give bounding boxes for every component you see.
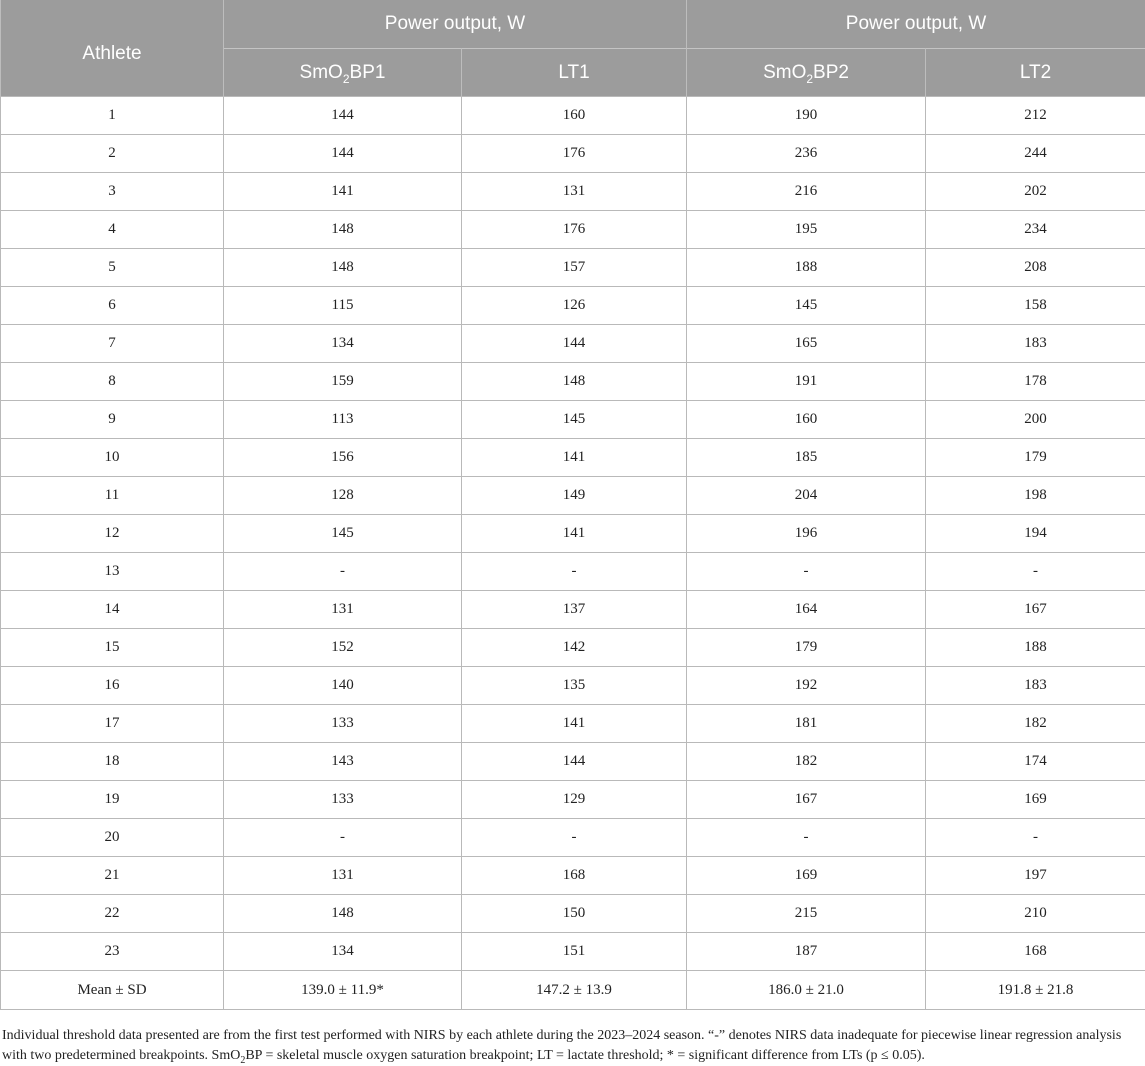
table-row bbox=[1, 477, 1145, 515]
lt1-cell: 141 bbox=[462, 515, 687, 553]
athlete-cell: 1 bbox=[1, 97, 224, 135]
smo2bp2-cell: 204 bbox=[687, 477, 926, 515]
mean-sd-smo2bp2-cell: 186.0 ± 21.0 bbox=[687, 971, 926, 1010]
athlete-cell: 19 bbox=[1, 781, 224, 819]
mean-sd-lt1-cell: 147.2 ± 13.9 bbox=[462, 971, 687, 1010]
smo2bp2-cell: 192 bbox=[687, 667, 926, 705]
athlete-cell: 10 bbox=[1, 439, 224, 477]
smo2bp2-cell: 216 bbox=[687, 173, 926, 211]
smo2bp1-cell: 145 bbox=[224, 515, 462, 553]
athlete-cell: 22 bbox=[1, 895, 224, 933]
table-row bbox=[1, 629, 1145, 667]
smo2bp1-cell: 152 bbox=[224, 629, 462, 667]
smo2bp2-cell: 187 bbox=[687, 933, 926, 971]
lt2-cell: 208 bbox=[926, 249, 1145, 287]
athlete-column-header: Athlete bbox=[1, 0, 224, 97]
athlete-cell: 13 bbox=[1, 553, 224, 591]
smo2bp1-cell: - bbox=[224, 819, 462, 857]
mean-sd-lt2-cell: 191.8 ± 21.8 bbox=[926, 971, 1145, 1010]
lt2-cell: 183 bbox=[926, 325, 1145, 363]
smo2bp2-cell: 167 bbox=[687, 781, 926, 819]
lt1-cell: 145 bbox=[462, 401, 687, 439]
table-row bbox=[1, 287, 1145, 325]
athlete-cell: 4 bbox=[1, 211, 224, 249]
smo2bp2-cell: 182 bbox=[687, 743, 926, 781]
athlete-cell: 7 bbox=[1, 325, 224, 363]
lt1-cell: 141 bbox=[462, 705, 687, 743]
smo2bp1-cell: 133 bbox=[224, 705, 462, 743]
smo2bp2-cell: 185 bbox=[687, 439, 926, 477]
athlete-cell: 21 bbox=[1, 857, 224, 895]
table-row bbox=[1, 439, 1145, 477]
smo2bp1-cell: 148 bbox=[224, 249, 462, 287]
table-row bbox=[1, 135, 1145, 173]
smo2bp1-cell: 159 bbox=[224, 363, 462, 401]
lt2-cell: - bbox=[926, 819, 1145, 857]
lt1-cell: 137 bbox=[462, 591, 687, 629]
smo2bp2-cell: 215 bbox=[687, 895, 926, 933]
lt2-column-header: LT2 bbox=[926, 49, 1145, 97]
smo2bp2-cell: 191 bbox=[687, 363, 926, 401]
smo2bp2-cell: 145 bbox=[687, 287, 926, 325]
table-row bbox=[1, 325, 1145, 363]
lt2-cell: 212 bbox=[926, 97, 1145, 135]
smo2bp2-cell: 181 bbox=[687, 705, 926, 743]
lt1-column-header: LT1 bbox=[462, 49, 687, 97]
table-row bbox=[1, 97, 1145, 135]
lt2-cell: 168 bbox=[926, 933, 1145, 971]
lt1-cell: 131 bbox=[462, 173, 687, 211]
athlete-cell: 14 bbox=[1, 591, 224, 629]
table-row bbox=[1, 401, 1145, 439]
power-output-group-header-2: Power output, W bbox=[687, 0, 1145, 49]
lt2-cell: 179 bbox=[926, 439, 1145, 477]
smo2bp1-column-header: SmO$_2$BP1 bbox=[224, 49, 462, 97]
table-header bbox=[1, 0, 1145, 97]
smo2bp2-cell: 160 bbox=[687, 401, 926, 439]
power-output-group-header-1: Power output, W bbox=[224, 0, 687, 49]
smo2bp1-cell: 113 bbox=[224, 401, 462, 439]
table-row bbox=[1, 211, 1145, 249]
lt1-cell: 144 bbox=[462, 743, 687, 781]
lt1-cell: 144 bbox=[462, 325, 687, 363]
smo2bp2-cell: 169 bbox=[687, 857, 926, 895]
lt1-cell: 151 bbox=[462, 933, 687, 971]
smo2bp1-cell: 131 bbox=[224, 857, 462, 895]
lt2-cell: 234 bbox=[926, 211, 1145, 249]
athlete-cell: 11 bbox=[1, 477, 224, 515]
lt2-cell: 194 bbox=[926, 515, 1145, 553]
smo2bp2-cell: 164 bbox=[687, 591, 926, 629]
smo2bp2-cell: 236 bbox=[687, 135, 926, 173]
athlete-cell: 23 bbox=[1, 933, 224, 971]
smo2bp1-cell: 143 bbox=[224, 743, 462, 781]
lt2-cell: 200 bbox=[926, 401, 1145, 439]
smo2bp1-cell: 148 bbox=[224, 211, 462, 249]
mean-sd-label: Mean ± SD bbox=[1, 971, 224, 1010]
lt1-cell: 176 bbox=[462, 211, 687, 249]
lt2-cell: 158 bbox=[926, 287, 1145, 325]
athlete-cell: 9 bbox=[1, 401, 224, 439]
table-row bbox=[1, 819, 1145, 857]
table-row bbox=[1, 173, 1145, 211]
table-row bbox=[1, 857, 1145, 895]
lt1-cell: 149 bbox=[462, 477, 687, 515]
athlete-cell: 20 bbox=[1, 819, 224, 857]
smo2bp1-cell: 134 bbox=[224, 325, 462, 363]
lt2-cell: 197 bbox=[926, 857, 1145, 895]
table-row bbox=[1, 553, 1145, 591]
athlete-cell: 3 bbox=[1, 173, 224, 211]
athlete-cell: 8 bbox=[1, 363, 224, 401]
lt1-cell: 150 bbox=[462, 895, 687, 933]
athlete-cell: 6 bbox=[1, 287, 224, 325]
lt2-cell: - bbox=[926, 553, 1145, 591]
header-row-groups bbox=[1, 0, 1145, 49]
athlete-cell: 16 bbox=[1, 667, 224, 705]
mean-sd-smo2bp1-cell: 139.0 ± 11.9* bbox=[224, 971, 462, 1010]
smo2bp2-cell: 165 bbox=[687, 325, 926, 363]
lt2-cell: 167 bbox=[926, 591, 1145, 629]
lt1-cell: 141 bbox=[462, 439, 687, 477]
table-row bbox=[1, 249, 1145, 287]
smo2bp1-cell: 156 bbox=[224, 439, 462, 477]
lt1-cell: 142 bbox=[462, 629, 687, 667]
table-row bbox=[1, 933, 1145, 971]
table-row bbox=[1, 591, 1145, 629]
lt2-cell: 244 bbox=[926, 135, 1145, 173]
smo2bp1-cell: 148 bbox=[224, 895, 462, 933]
lt1-cell: 129 bbox=[462, 781, 687, 819]
smo2bp2-cell: - bbox=[687, 819, 926, 857]
smo2bp1-cell: 141 bbox=[224, 173, 462, 211]
lt1-cell: 176 bbox=[462, 135, 687, 173]
smo2bp1-cell: 115 bbox=[224, 287, 462, 325]
smo2bp2-cell: 179 bbox=[687, 629, 926, 667]
table-body bbox=[1, 97, 1145, 1010]
smo2bp2-cell: 190 bbox=[687, 97, 926, 135]
mean-sd-row bbox=[1, 971, 1145, 1010]
lt1-cell: - bbox=[462, 553, 687, 591]
smo2bp2-cell: - bbox=[687, 553, 926, 591]
lt2-cell: 210 bbox=[926, 895, 1145, 933]
lt1-cell: 168 bbox=[462, 857, 687, 895]
lt2-cell: 183 bbox=[926, 667, 1145, 705]
table-row bbox=[1, 705, 1145, 743]
lt1-cell: 157 bbox=[462, 249, 687, 287]
lt2-cell: 188 bbox=[926, 629, 1145, 667]
table-row bbox=[1, 515, 1145, 553]
table-footnote: Individual threshold data presented are from the first test performed with NIRS by each athlete during the 2023–2024 season. “-” denotes NIRS data inadequate for piecewise linear regression analysis with two predetermined breakpoints. SmO$_2$BP = skeletal muscle oxygen saturation breakpoint; LT = lactate threshold; * = significant difference from LTs (p ≤ 0.05). bbox=[2, 1026, 1142, 1066]
smo2bp1-cell: 128 bbox=[224, 477, 462, 515]
smo2bp1-cell: 134 bbox=[224, 933, 462, 971]
athlete-cell: 17 bbox=[1, 705, 224, 743]
smo2bp1-cell: 140 bbox=[224, 667, 462, 705]
lt1-cell: 135 bbox=[462, 667, 687, 705]
smo2bp1-cell: - bbox=[224, 553, 462, 591]
lt1-cell: 126 bbox=[462, 287, 687, 325]
lt2-cell: 198 bbox=[926, 477, 1145, 515]
lt2-cell: 202 bbox=[926, 173, 1145, 211]
lt1-cell: - bbox=[462, 819, 687, 857]
table-row bbox=[1, 781, 1145, 819]
table-row bbox=[1, 743, 1145, 781]
table-row bbox=[1, 895, 1145, 933]
smo2bp2-cell: 196 bbox=[687, 515, 926, 553]
lt2-cell: 182 bbox=[926, 705, 1145, 743]
lt2-cell: 174 bbox=[926, 743, 1145, 781]
smo2bp1-cell: 131 bbox=[224, 591, 462, 629]
smo2bp2-cell: 188 bbox=[687, 249, 926, 287]
athlete-cell: 2 bbox=[1, 135, 224, 173]
athlete-cell: 15 bbox=[1, 629, 224, 667]
lt1-cell: 148 bbox=[462, 363, 687, 401]
athlete-cell: 12 bbox=[1, 515, 224, 553]
lt2-cell: 169 bbox=[926, 781, 1145, 819]
lt1-cell: 160 bbox=[462, 97, 687, 135]
smo2bp2-column-header: SmO$_2$BP2 bbox=[687, 49, 926, 97]
table-row bbox=[1, 363, 1145, 401]
smo2bp1-cell: 144 bbox=[224, 97, 462, 135]
lt2-cell: 178 bbox=[926, 363, 1145, 401]
smo2bp1-cell: 133 bbox=[224, 781, 462, 819]
athlete-cell: 18 bbox=[1, 743, 224, 781]
smo2bp1-cell: 144 bbox=[224, 135, 462, 173]
smo2bp2-cell: 195 bbox=[687, 211, 926, 249]
athlete-cell: 5 bbox=[1, 249, 224, 287]
table-row bbox=[1, 667, 1145, 705]
